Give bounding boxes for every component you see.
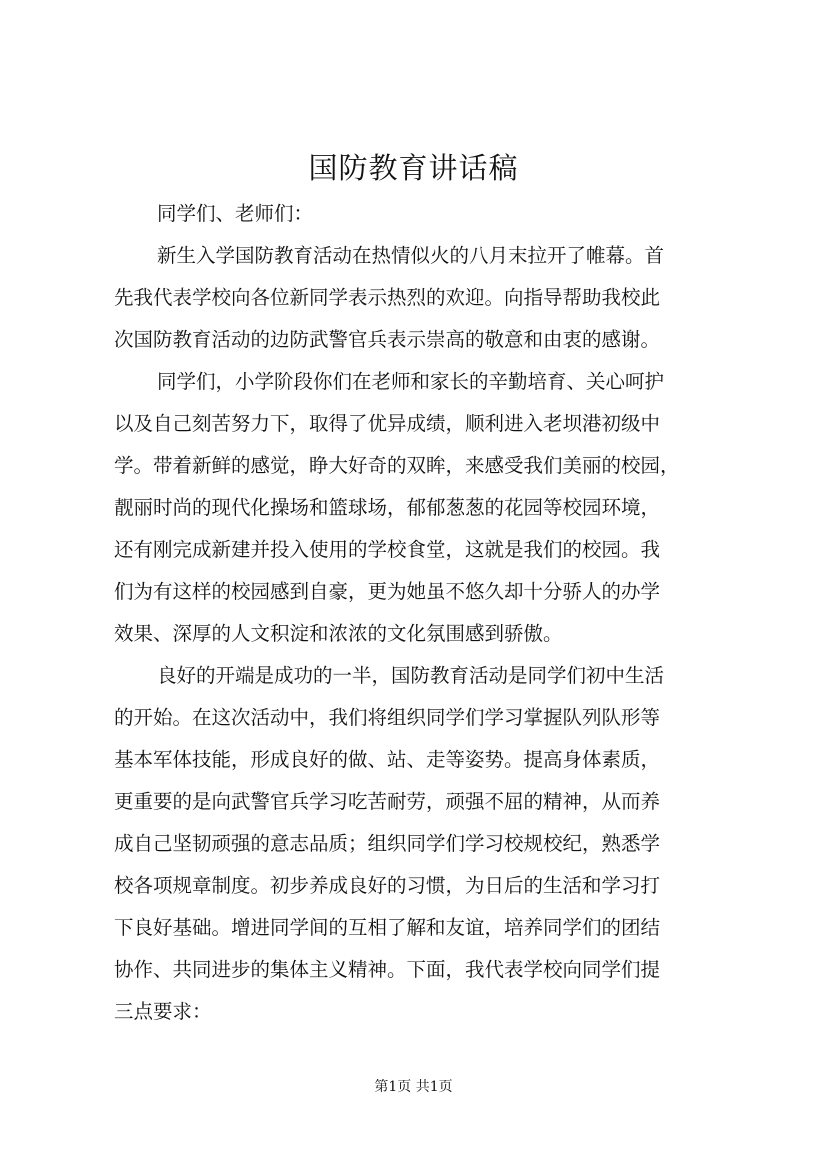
paragraph-1-line-1: 新生入学国防教育活动在热情似火的八月末拉开了帷幕。首 [157, 244, 665, 267]
page-number-footer: 第1页 共1页 [374, 1079, 453, 1095]
greeting-line: 同学们、老师们： [157, 202, 314, 225]
paragraph-3-line-2: 的开始。在这次活动中，我们将组织同学们学习掌握队列队形等 [114, 706, 661, 729]
paragraph-3-line-8: 协作、共同进步的集体主义精神。下面，我代表学校向同学们提 [114, 958, 661, 981]
paragraph-1-line-3: 次国防教育活动的边防武警官兵表示崇高的敬意和由衷的感谢。 [114, 328, 661, 351]
paragraph-3-line-9: 三点要求： [114, 1000, 212, 1023]
paragraph-1-line-2: 先我代表学校向各位新同学表示热烈的欢迎。向指导帮助我校此 [114, 286, 661, 309]
paragraph-2-line-4: 靓丽时尚的现代化操场和篮球场，郁郁葱葱的花园等校园环境， [114, 496, 661, 519]
paragraph-2-line-6: 们为有这样的校园感到自豪，更为她虽不悠久却十分骄人的办学 [114, 580, 661, 603]
paragraph-2-line-5: 还有刚完成新建并投入使用的学校食堂，这就是我们的校园。我 [114, 538, 661, 561]
paragraph-3-line-5: 成自己坚韧顽强的意志品质；组织同学们学习校规校纪，熟悉学 [114, 832, 661, 855]
paragraph-2-line-1: 同学们，小学阶段你们在老师和家长的辛勤培育、关心呵护 [157, 370, 665, 393]
paragraph-3-line-4: 更重要的是向武警官兵学习吃苦耐劳，顽强不屈的精神，从而养 [114, 790, 661, 813]
paragraph-3-line-1: 良好的开端是成功的一半，国防教育活动是同学们初中生活 [157, 664, 665, 687]
paragraph-3-line-7: 下良好基础。增进同学间的互相了解和友谊，培养同学们的团结 [114, 916, 661, 939]
paragraph-2-line-7: 效果、深厚的人文积淀和浓浓的文化氛围感到骄傲。 [114, 622, 563, 645]
paragraph-2-line-2: 以及自己刻苦努力下，取得了优异成绩，顺利进入老坝港初级中 [114, 412, 661, 435]
paragraph-3-line-6: 校各项规章制度。初步养成良好的习惯，为日后的生活和学习打 [114, 874, 661, 897]
paragraph-2-line-3: 学。带着新鲜的感觉，睁大好奇的双眸，来感受我们美丽的校园， [114, 454, 680, 477]
paragraph-3-line-3: 基本军体技能，形成良好的做、站、走等姿势。提高身体素质， [114, 748, 661, 771]
document-title: 国防教育讲话稿 [308, 151, 519, 185]
